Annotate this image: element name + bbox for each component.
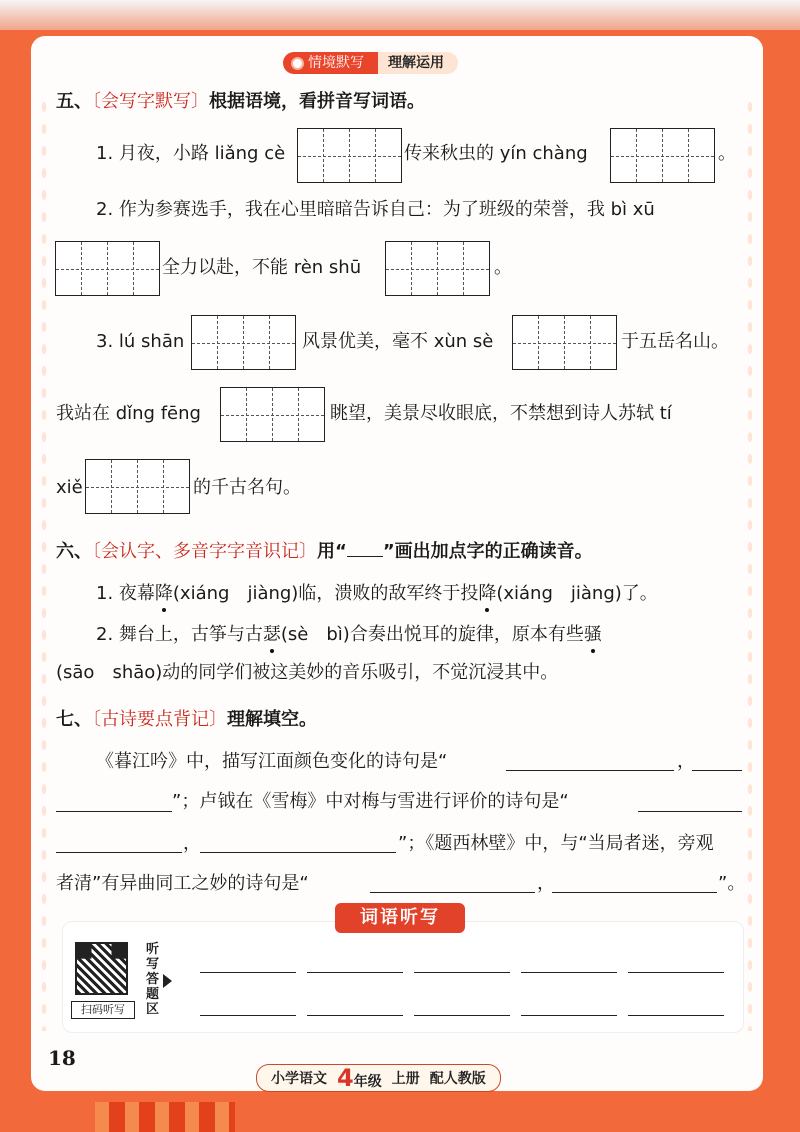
footer-grade-suffix: 年级: [353, 1073, 382, 1090]
section-5-instruction: 根据语境，看拼音写词语。: [209, 91, 425, 112]
s6-line2-a: 2. 舞台上，古筝与古: [96, 624, 263, 645]
s7-line4-c: ”。: [718, 873, 746, 894]
dictation-blank-2[interactable]: [307, 972, 403, 973]
dictation-blank-7[interactable]: [307, 1015, 403, 1016]
s5-line5-b: 的千古名句。: [193, 477, 301, 498]
s6-line2: [96, 623, 602, 647]
frame-top: [0, 0, 800, 30]
footer-edition: 配人教版: [429, 1071, 486, 1087]
dotted-char-jiang-2: 降: [478, 583, 497, 604]
s7-line1-b: ，: [677, 751, 695, 772]
section-header: [283, 52, 458, 74]
dotted-char-sao: 骚: [583, 624, 602, 645]
answer-grid-7[interactable]: [220, 387, 325, 442]
fill-blank-2[interactable]: [692, 770, 742, 771]
bullet-icon: [291, 57, 304, 70]
decorative-dots-right: [745, 96, 755, 1031]
s5-line5-a: xiě: [56, 477, 83, 498]
decorative-stripes: [95, 1102, 235, 1132]
s7-line3-b: ”；《题西林壁》中，与“当局者迷，旁观: [398, 833, 714, 854]
section-7-bracket: 〔古诗要点背记〕: [92, 709, 227, 730]
decorative-dots-left: [39, 96, 49, 1031]
s5-line1-b: 传来秋虫的 yín chàng: [404, 143, 588, 164]
dictation-blank-4[interactable]: [521, 972, 617, 973]
answer-grid-6[interactable]: [512, 315, 617, 370]
answer-grid-8[interactable]: [85, 459, 190, 514]
s7-line3-a: ，: [183, 833, 201, 854]
section-6-title: [56, 540, 593, 564]
fill-blank-6[interactable]: [552, 892, 717, 893]
s6-line2-b[interactable]: (sè bì)合奏出悦耳的旋律，原本有些: [280, 624, 584, 645]
s5-line1-c: 。: [718, 143, 736, 164]
section-7-num: 七、: [56, 709, 92, 730]
fill-blank-2-cont[interactable]: [56, 811, 172, 812]
s6-line1-a: 1. 夜幕: [96, 583, 155, 604]
dotted-char-jiang-1: 降: [154, 583, 173, 604]
fill-blank-4[interactable]: [200, 852, 396, 853]
s6-line3[interactable]: (sāo shāo)动的同学们被这美妙的音乐吸引，不觉沉浸其中。: [56, 662, 559, 683]
section-6-bracket: 〔会认字、多音字字音识记〕: [92, 541, 317, 562]
qr-code-icon[interactable]: [75, 942, 128, 995]
header-tag-left-text: 情境默写: [308, 55, 364, 71]
footer-volume: 上册: [391, 1071, 420, 1087]
s5-line2-b: 全力以赴，不能 rèn shū: [162, 257, 362, 278]
dictation-blank-6[interactable]: [200, 1015, 296, 1016]
fill-blank-1[interactable]: [506, 770, 674, 771]
s6-line1-b[interactable]: (xiáng jiàng)临，溃败的敌军终于投: [172, 583, 479, 604]
dictation-title: 词语听写: [335, 903, 465, 933]
s5-line4-a: 我站在 dǐng fēng: [56, 403, 201, 424]
s5-line4-b: 眺望，美景尽收眼底，不禁想到诗人苏轼 tí: [330, 403, 672, 424]
section-6-instruction-b: ”画出加点字的正确读音。: [382, 541, 593, 562]
section-7-title: [56, 708, 317, 732]
s7-line1-a: 《暮江吟》中，描写江面颜色变化的诗句是“: [96, 751, 448, 772]
section-6-num: 六、: [56, 541, 92, 562]
s5-line2-a: 2. 作为参赛选手，我在心里暗暗告诉自己：为了班级的荣誉，我 bì xū: [96, 199, 655, 220]
section-5-title: [56, 90, 425, 114]
book-info-footer: [256, 1064, 501, 1092]
s6-line1: [96, 582, 658, 606]
dictation-blank-9[interactable]: [521, 1015, 617, 1016]
answer-grid-3[interactable]: [55, 241, 160, 296]
dictation-blank-8[interactable]: [414, 1015, 510, 1016]
answer-grid-1[interactable]: [297, 128, 402, 183]
section-6-instruction-a: 用“: [317, 541, 347, 562]
footer-subject: 小学语文: [271, 1071, 327, 1087]
dictation-answer-area-label: 听写答题区: [146, 942, 160, 1017]
section-5-num: 五、: [56, 91, 92, 112]
dictation-blank-5[interactable]: [628, 972, 724, 973]
answer-grid-4[interactable]: [385, 241, 490, 296]
dictation-blank-1[interactable]: [200, 972, 296, 973]
underline-sample: [347, 540, 383, 557]
s5-line2-c: 。: [494, 257, 512, 278]
page-number: 18: [48, 1046, 76, 1070]
s7-line4-a: 者清”有异曲同工之妙的诗句是“: [56, 873, 309, 894]
header-tag-left: [283, 52, 378, 74]
header-tag-right: 理解运用: [378, 52, 458, 74]
dictation-blank-3[interactable]: [414, 972, 510, 973]
section-5-bracket: 〔会写字默写〕: [92, 91, 209, 112]
answer-grid-2[interactable]: [610, 128, 715, 183]
s5-line1-a: 1. 月夜，小路 liǎng cè: [96, 143, 286, 164]
s7-line2-a: ”；卢钺在《雪梅》中对梅与雪进行评价的诗句是“: [172, 791, 569, 812]
s7-line4-b: ，: [537, 873, 555, 894]
qr-label: 扫码听写: [71, 1001, 135, 1019]
s5-line3-c: 于五岳名山。: [621, 331, 729, 352]
s5-line3-a: 3. lú shān: [96, 331, 185, 352]
fill-blank-3-cont[interactable]: [56, 852, 182, 853]
section-7-instruction: 理解填空。: [227, 709, 317, 730]
fill-blank-5[interactable]: [370, 892, 535, 893]
fill-blank-3[interactable]: [638, 811, 742, 812]
s5-line3-b: 风景优美，毫不 xùn sè: [302, 331, 494, 352]
dictation-blank-10[interactable]: [628, 1015, 724, 1016]
arrow-right-icon: [163, 974, 172, 988]
footer-grade-num: 4: [337, 1063, 354, 1092]
answer-grid-5[interactable]: [191, 315, 296, 370]
dotted-char-se: 瑟: [262, 624, 281, 645]
s6-line1-c[interactable]: (xiáng jiàng)了。: [496, 583, 658, 604]
